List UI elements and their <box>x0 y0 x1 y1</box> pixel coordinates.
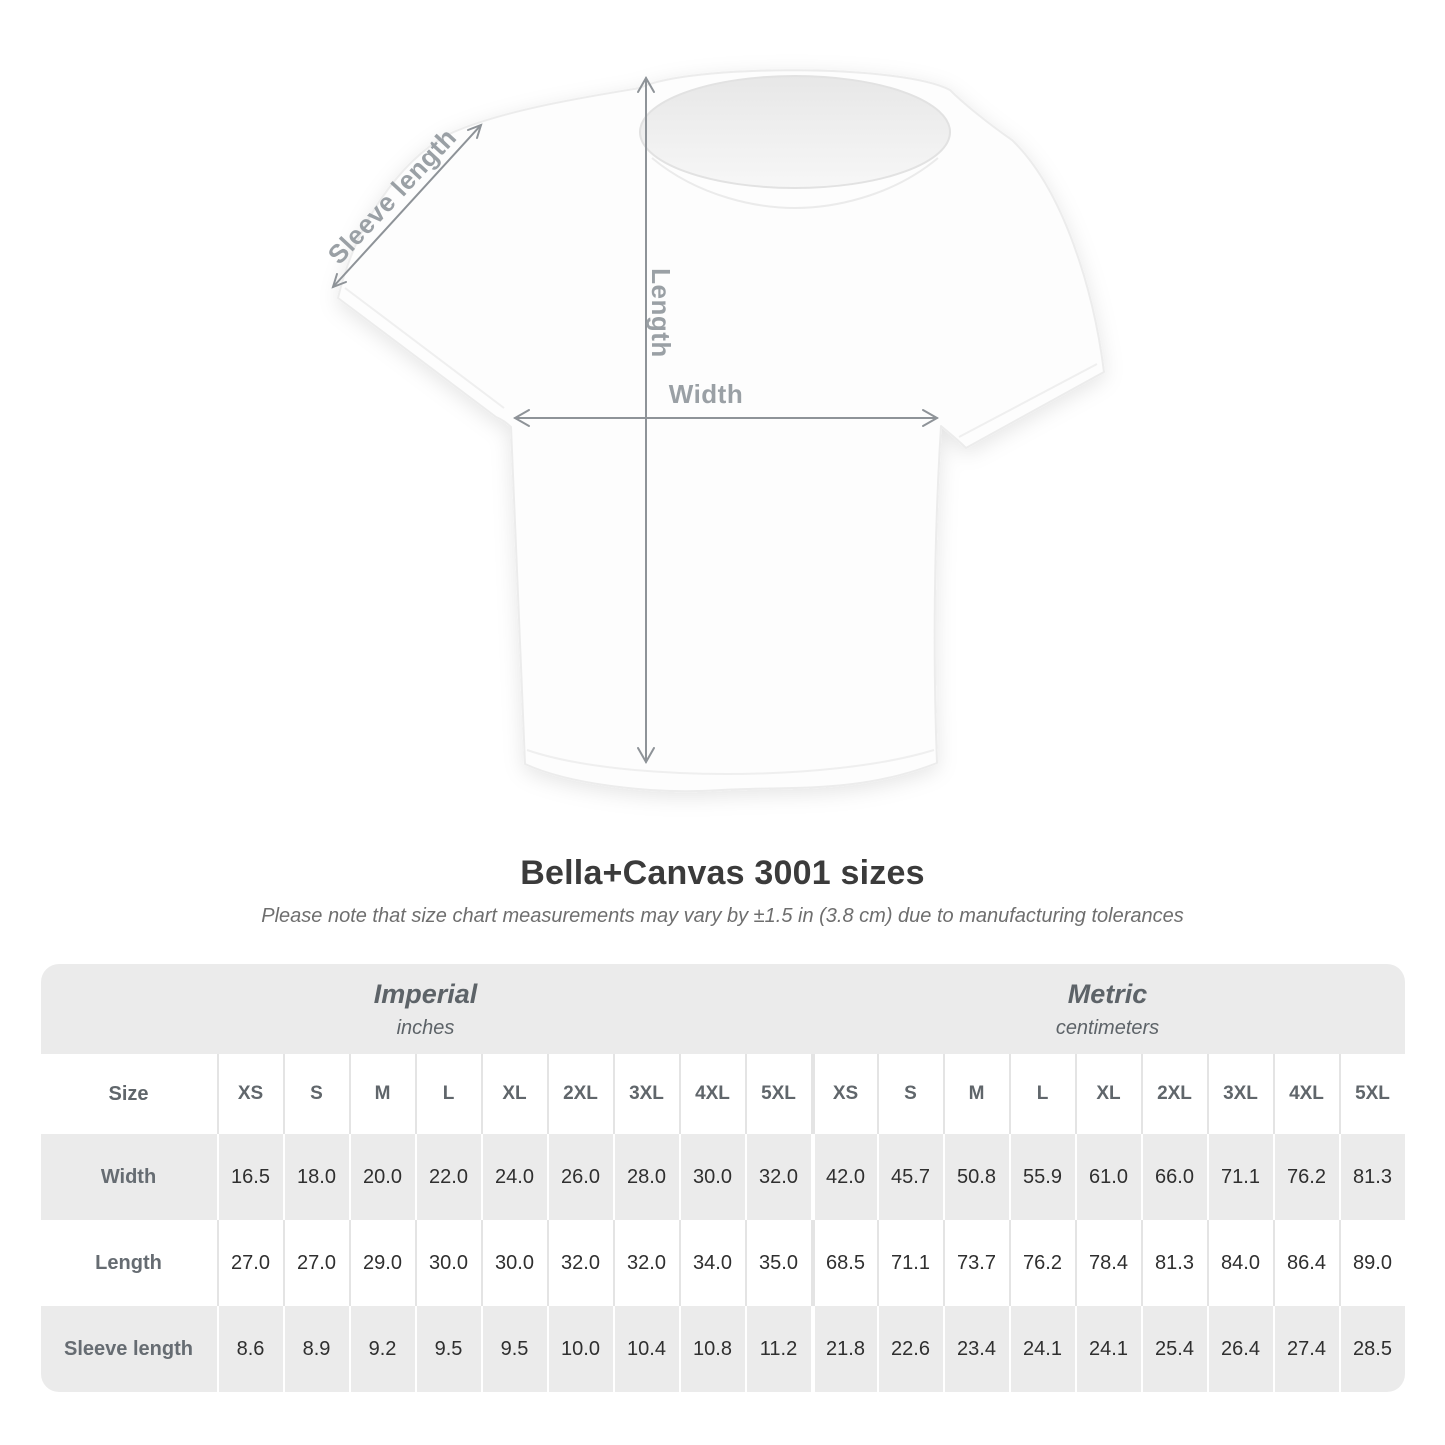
value-cell: 30.0 <box>679 1134 745 1220</box>
value-cell: 22.0 <box>415 1134 481 1220</box>
size-header-cell: 2XL <box>1141 1054 1207 1134</box>
tolerance-note: Please note that size chart measurements may vary by ±1.5 in (3.8 cm) due to manufacturing tolerances <box>261 905 1184 927</box>
value-cell: 78.4 <box>1075 1220 1141 1306</box>
size-header-cell: 2XL <box>547 1054 613 1134</box>
value-cell: 18.0 <box>283 1134 349 1220</box>
value-cell: 73.7 <box>943 1220 1009 1306</box>
value-cell: 22.6 <box>877 1306 943 1392</box>
value-cell: 86.4 <box>1273 1220 1339 1306</box>
size-header-cell: M <box>943 1054 1009 1134</box>
value-cell: 32.0 <box>745 1134 811 1220</box>
size-header-cell: S <box>877 1054 943 1134</box>
value-cell: 24.1 <box>1009 1306 1075 1392</box>
measurement-rows <box>41 1134 1405 1392</box>
imperial-unit-label: inches <box>396 1016 455 1039</box>
value-cell: 45.7 <box>877 1134 943 1220</box>
value-cell: 76.2 <box>1009 1220 1075 1306</box>
value-cell: 27.0 <box>283 1220 349 1306</box>
value-cell: 26.0 <box>547 1134 613 1220</box>
size-header-cell: XL <box>1075 1054 1141 1134</box>
value-cell: 24.0 <box>481 1134 547 1220</box>
size-chart-table <box>41 964 1405 1392</box>
size-header-cell: S <box>283 1054 349 1134</box>
imperial-group-header <box>41 964 811 1054</box>
value-cell: 35.0 <box>745 1220 811 1306</box>
metric-unit-label: centimeters <box>1055 1016 1160 1039</box>
value-cell: 9.5 <box>415 1306 481 1392</box>
value-cell: 10.4 <box>613 1306 679 1392</box>
value-cell: 89.0 <box>1339 1220 1405 1306</box>
width-label: Width <box>668 379 744 409</box>
value-cell: 25.4 <box>1141 1306 1207 1392</box>
value-cell: 30.0 <box>481 1220 547 1306</box>
value-cell: 20.0 <box>349 1134 415 1220</box>
value-cell: 21.8 <box>811 1306 877 1392</box>
value-cell: 55.9 <box>1009 1134 1075 1220</box>
row-label: Width <box>41 1134 217 1220</box>
value-cell: 61.0 <box>1075 1134 1141 1220</box>
page-title: Bella+Canvas 3001 sizes <box>520 854 925 892</box>
value-cell: 32.0 <box>547 1220 613 1306</box>
value-cell: 8.6 <box>217 1306 283 1392</box>
size-header-cell: L <box>415 1054 481 1134</box>
size-header-cell: XS <box>217 1054 283 1134</box>
value-cell: 29.0 <box>349 1220 415 1306</box>
title-block <box>0 854 1445 928</box>
measurement-row <box>41 1220 1405 1306</box>
value-cell: 50.8 <box>943 1134 1009 1220</box>
unit-group-header-row <box>41 964 1405 1054</box>
value-cell: 26.4 <box>1207 1306 1273 1392</box>
measurement-row <box>41 1134 1405 1220</box>
value-cell: 71.1 <box>877 1220 943 1306</box>
imperial-label: Imperial <box>373 978 478 1009</box>
value-cell: 9.2 <box>349 1306 415 1392</box>
metric-group-header <box>811 964 1405 1054</box>
size-header-cell: M <box>349 1054 415 1134</box>
size-header-cell: XS <box>811 1054 877 1134</box>
tshirt-shape <box>338 70 1104 791</box>
row-label: Sleeve length <box>41 1306 217 1392</box>
neck-opening <box>640 76 950 188</box>
measurement-row <box>41 1306 1405 1392</box>
value-cell: 10.0 <box>547 1306 613 1392</box>
value-cell: 9.5 <box>481 1306 547 1392</box>
size-chart-table-container <box>41 964 1405 1392</box>
value-cell: 30.0 <box>415 1220 481 1306</box>
row-label: Length <box>41 1220 217 1306</box>
value-cell: 71.1 <box>1207 1134 1273 1220</box>
metric-label: Metric <box>1067 978 1148 1009</box>
size-header-cell: 3XL <box>613 1054 679 1134</box>
value-cell: 81.3 <box>1339 1134 1405 1220</box>
value-cell: 24.1 <box>1075 1306 1141 1392</box>
value-cell: 81.3 <box>1141 1220 1207 1306</box>
value-cell: 16.5 <box>217 1134 283 1220</box>
value-cell: 68.5 <box>811 1220 877 1306</box>
size-header-cell: XL <box>481 1054 547 1134</box>
value-cell: 28.0 <box>613 1134 679 1220</box>
value-cell: 42.0 <box>811 1134 877 1220</box>
value-cell: 27.4 <box>1273 1306 1339 1392</box>
value-cell: 34.0 <box>679 1220 745 1306</box>
size-header-row <box>41 1054 1405 1134</box>
value-cell: 8.9 <box>283 1306 349 1392</box>
size-column-header: Size <box>41 1054 217 1134</box>
value-cell: 23.4 <box>943 1306 1009 1392</box>
value-cell: 84.0 <box>1207 1220 1273 1306</box>
value-cell: 27.0 <box>217 1220 283 1306</box>
value-cell: 76.2 <box>1273 1134 1339 1220</box>
value-cell: 28.5 <box>1339 1306 1405 1392</box>
value-cell: 10.8 <box>679 1306 745 1392</box>
size-header-cell: L <box>1009 1054 1075 1134</box>
size-header-cell: 5XL <box>745 1054 811 1134</box>
length-label: Length <box>646 268 676 358</box>
value-cell: 66.0 <box>1141 1134 1207 1220</box>
value-cell: 11.2 <box>745 1306 811 1392</box>
size-header-cell: 4XL <box>1273 1054 1339 1134</box>
value-cell: 32.0 <box>613 1220 679 1306</box>
sleeve-length-label: Sleeve length <box>321 122 463 270</box>
size-header-cell: 5XL <box>1339 1054 1405 1134</box>
size-header-cell: 3XL <box>1207 1054 1273 1134</box>
size-header-cell: 4XL <box>679 1054 745 1134</box>
